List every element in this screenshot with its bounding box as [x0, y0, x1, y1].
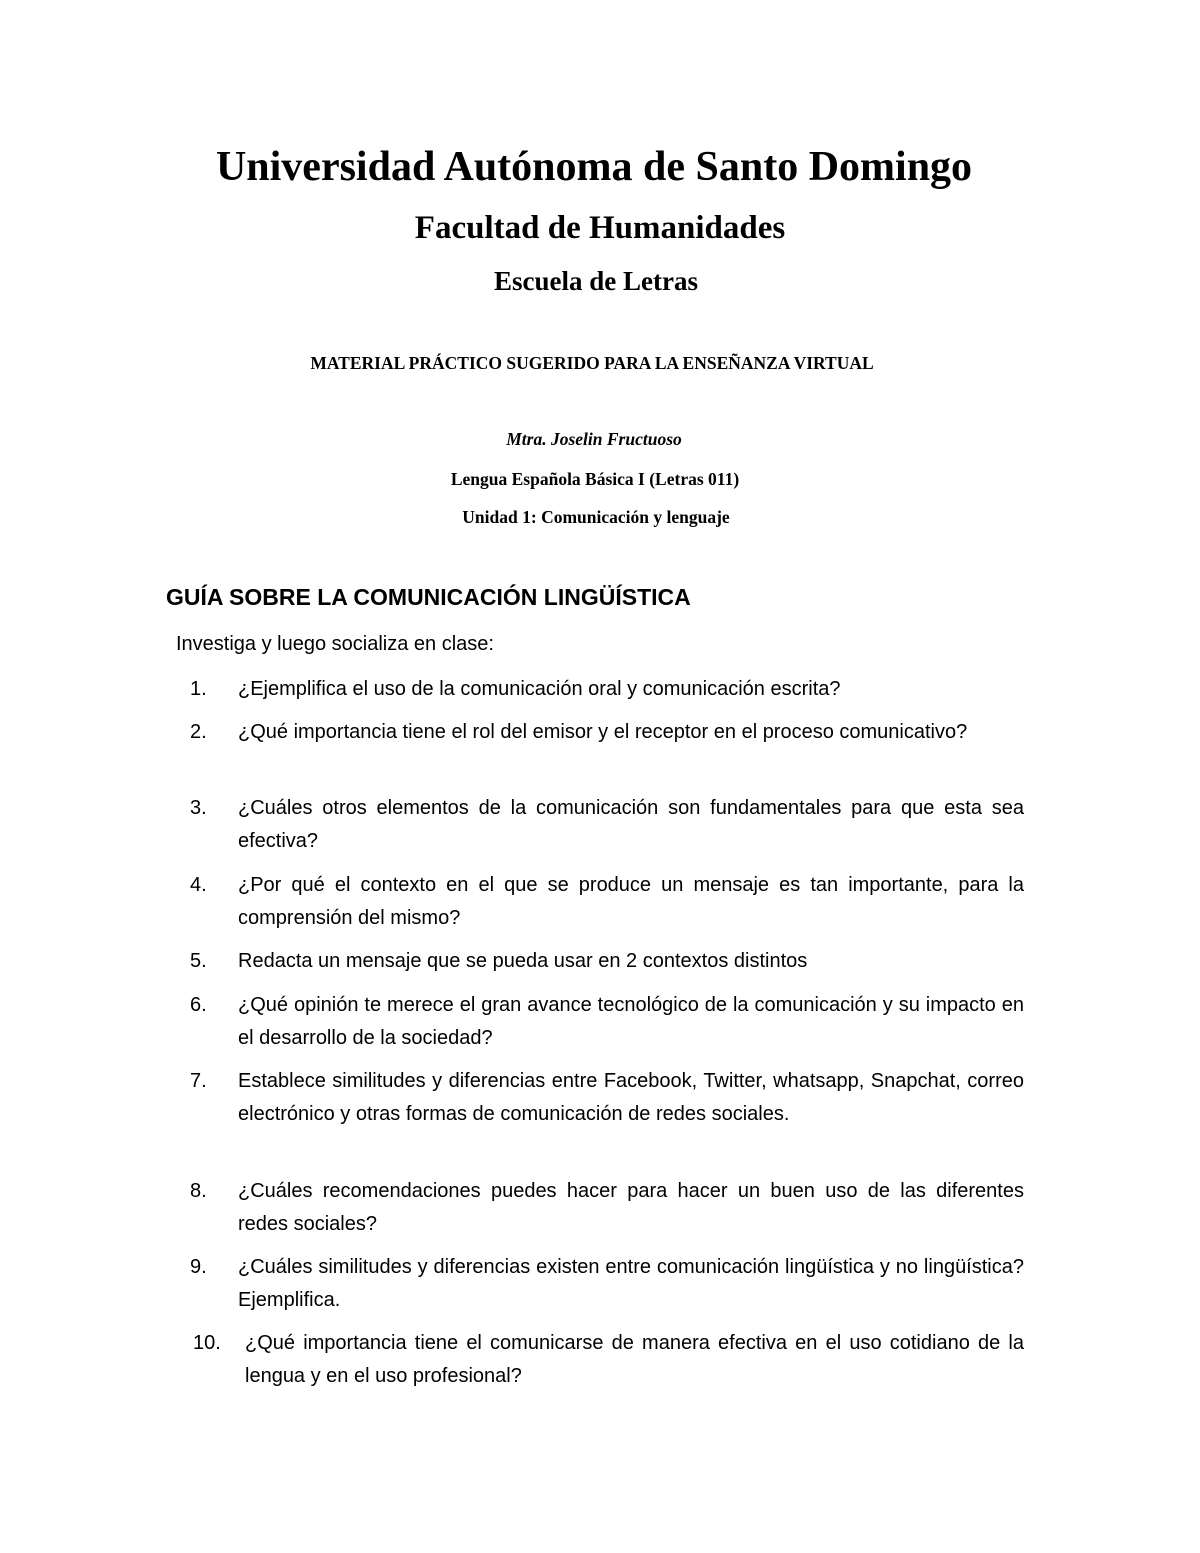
question-text: Redacta un mensaje que se pueda usar en 2 contextos distintos	[238, 950, 808, 972]
question-number: 9.	[190, 1256, 207, 1278]
unit-name: Unidad 1: Comunicación y lenguaje	[462, 507, 730, 527]
question-number: 1.	[190, 678, 207, 700]
question-number: 2.	[190, 721, 207, 743]
question-text: ¿Cuáles similitudes y diferencias existen entre comunicación lingüística y no lingüística? Ejemplifica.	[238, 1256, 1024, 1311]
question-text: ¿Qué importancia tiene el comunicarse de manera efectiva en el uso cotidiano de la lengua y en el uso profesional?	[245, 1332, 1024, 1387]
question-text: ¿Ejemplifica el uso de la comunicación oral y comunicación escrita?	[238, 678, 841, 700]
question-text: ¿Cuáles otros elementos de la comunicación son fundamentales para que esta sea efectiva?	[238, 797, 1024, 852]
question-text: Establece similitudes y diferencias entre Facebook, Twitter, whatsapp, Snapchat, correo electrónico y otras formas de comunicación de redes sociales.	[238, 1070, 1024, 1125]
guide-title: GUÍA SOBRE LA COMUNICACIÓN LINGÜÍSTICA	[166, 584, 691, 610]
question-number: 10.	[193, 1332, 221, 1354]
question-number: 4.	[190, 874, 207, 896]
university-title: Universidad Autónoma de Santo Domingo	[215, 144, 973, 190]
question-number: 5.	[190, 950, 207, 972]
course-name: Lengua Española Básica I (Letras 011)	[450, 469, 740, 489]
author-name: Mtra. Joselin Fructuoso	[506, 429, 682, 449]
question-text: ¿Cuáles recomendaciones puedes hacer para hacer un buen uso de las diferentes redes sociales?	[238, 1180, 1024, 1235]
question-text: ¿Qué opinión te merece el gran avance tecnológico de la comunicación y su impacto en el desarrollo de la sociedad?	[238, 994, 1024, 1049]
question-text: ¿Qué importancia tiene el rol del emisor y el receptor en el proceso comunicativo?	[238, 721, 968, 743]
question-number: 7.	[190, 1070, 207, 1092]
guide-intro: Investiga y luego socializa en clase:	[176, 633, 494, 655]
faculty-title: Facultad de Humanidades	[414, 210, 786, 246]
question-number: 6.	[190, 994, 207, 1016]
question-number: 8.	[190, 1180, 207, 1202]
question-text: ¿Por qué el contexto en el que se produce un mensaje es tan importante, para la comprensión del mismo?	[238, 874, 1024, 929]
material-heading: MATERIAL PRÁCTICO SUGERIDO PARA LA ENSEÑANZA VIRTUAL	[310, 353, 874, 373]
question-number: 3.	[190, 797, 207, 819]
school-title: Escuela de Letras	[494, 266, 698, 296]
